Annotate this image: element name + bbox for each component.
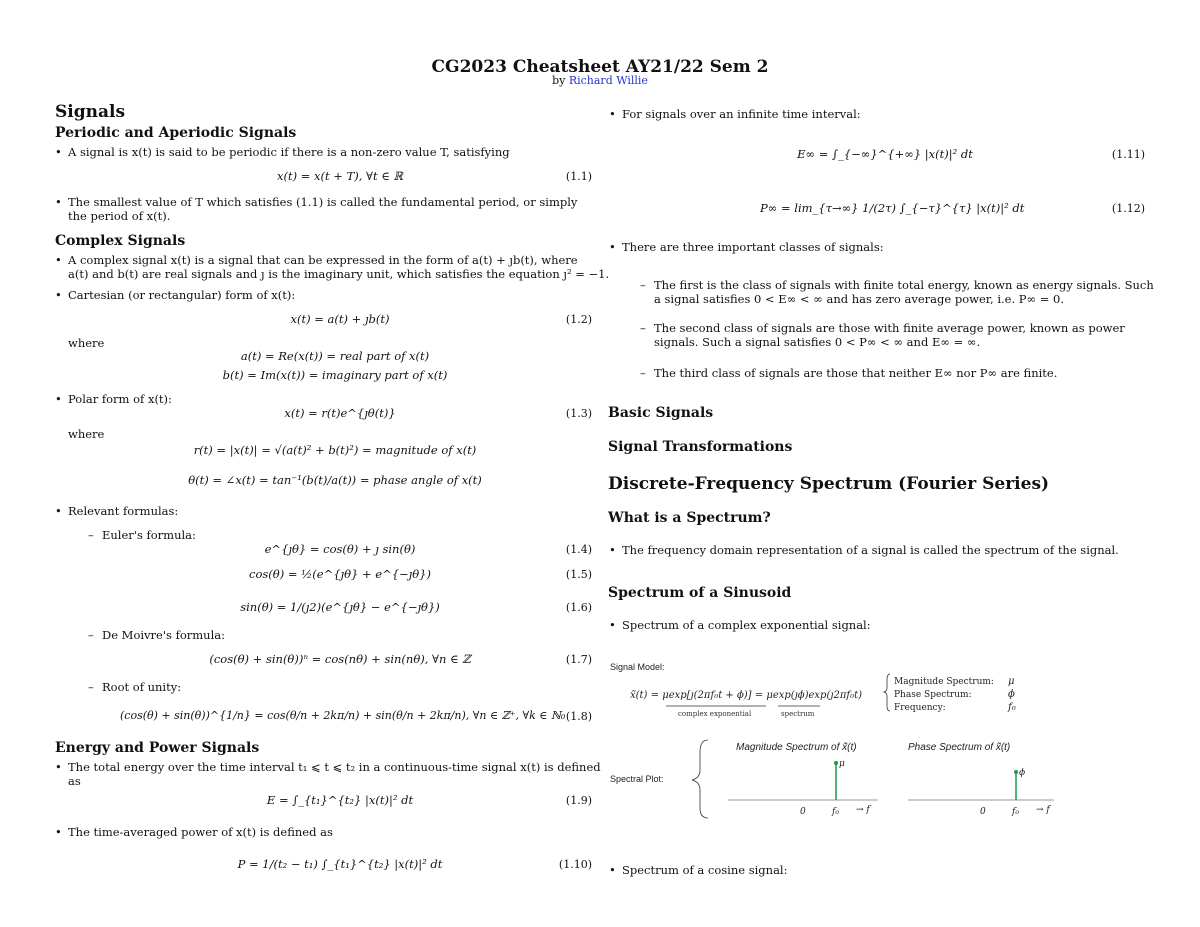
euler-label: – Euler's formula:	[102, 528, 196, 543]
energy-heading: Energy and Power Signals	[55, 740, 260, 756]
class-3-text: – The third class of signals are those that neither E∞ nor P∞ are finite.	[654, 366, 1057, 381]
signal-model-label: Signal Model:	[610, 662, 665, 672]
sinusoid-heading: Spectrum of a Sinusoid	[608, 585, 792, 601]
equation-number-1-4: (1.4)	[565, 543, 592, 556]
frequency-label: Frequency:	[894, 703, 946, 713]
energy-bullet-1-cont: as	[68, 774, 81, 788]
signal-transformations-heading: Signal Transformations	[608, 439, 793, 455]
spectrum-caption: spectrum	[781, 710, 815, 718]
complex-bullet-1-cont: a(t) and b(t) are real signals and ȷ is the imaginary unit, which satisfies the equation ȷ² = −1.	[68, 267, 610, 281]
class-1-text: – The first is the class of signals with finite total energy, known as energy signals. Such	[654, 278, 1154, 293]
what-is-spectrum-heading: What is a Spectrum?	[608, 510, 771, 526]
mag-stem-marker	[834, 761, 838, 765]
legend-brace	[884, 674, 890, 711]
page-title: CG2023 Cheatsheet AY21/22 Sem 2	[431, 57, 769, 77]
mag-spectrum-value: μ	[1008, 676, 1015, 687]
complex-exp-label: complex exponential	[678, 710, 752, 718]
equation-number-1-2: (1.2)	[565, 313, 592, 326]
demoivre-label: – De Moivre's formula:	[102, 628, 225, 643]
complex-heading: Complex Signals	[55, 233, 186, 249]
phase-stem-marker	[1014, 770, 1018, 774]
where-label-1: where	[68, 336, 105, 350]
equation-number-1-1: (1.1)	[565, 170, 592, 183]
class-2-text-cont: signals. Such a signal satisfies 0 < P∞ < ∞ and E∞ = ∞.	[654, 335, 981, 349]
complex-bullet-4: • Relevant formulas:	[68, 504, 178, 519]
phase-f-axis-label: → f	[1036, 805, 1050, 815]
equation-1-8: (cos(θ) + sin(θ))^{1/n} = cos(θ/n + 2kπ/n) + sin(θ/n + 2kπ/n), ∀n ∈ ℤ⁺, ∀k ∈ ℕ₀	[120, 709, 566, 722]
periodic-bullet-1: • A signal is x(t) is said to be periodic if there is a non-zero value T, satisfying	[68, 145, 510, 160]
mag-f-axis-label: → f	[856, 805, 870, 815]
mag-peak-label: μ	[839, 759, 845, 769]
phase-peak-label: ϕ	[1019, 768, 1026, 778]
periodic-bullet-2: • The smallest value of T which satisfies (1.1) is called the fundamental period, or simply	[68, 195, 577, 210]
periodic-bullet-2-cont: the period of x(t).	[68, 209, 171, 223]
equation-number-1-7: (1.7)	[565, 653, 592, 666]
equation-1-7: (cos(θ) + sin(θ))ⁿ = cos(nθ) + sin(nθ), ∀n ∈ ℤ	[209, 652, 471, 666]
equation-1-6: sin(θ) = 1/(ȷ2)(e^{ȷθ} − e^{−ȷθ})	[240, 600, 440, 614]
complex-bullet-3: • Polar form of x(t):	[68, 392, 172, 407]
sinusoid-bullet: • Spectrum of a complex exponential signal:	[622, 618, 871, 633]
equation-number-1-11: (1.11)	[1111, 148, 1145, 161]
periodic-heading: Periodic and Aperiodic Signals	[55, 125, 297, 141]
mag-f0-label: f₀	[832, 807, 839, 817]
by-text: by	[552, 74, 566, 87]
complex-bullet-1: • A complex signal x(t) is a signal that can be expressed in the form of a(t) + ȷb(t), where	[68, 253, 578, 268]
equation-1-4: e^{ȷθ} = cos(θ) + ȷ sin(θ)	[264, 542, 416, 556]
phase-origin-label: 0	[980, 807, 986, 817]
complex-bullet-2: • Cartesian (or rectangular) form of x(t):	[68, 288, 295, 303]
infinite-bullet: • For signals over an infinite time interval:	[622, 107, 861, 122]
equation-1-1: x(t) = x(t + T), ∀t ∈ ℝ	[277, 169, 403, 183]
equation-magnitude: r(t) = |x(t)| = √(a(t)² + b(t)²) = magnitude of x(t)	[193, 443, 477, 457]
class-1-text-cont: a signal satisfies 0 < E∞ < ∞ and has zero average power, i.e. P∞ = 0.	[654, 292, 1065, 306]
equation-1-9: E = ∫_{t₁}^{t₂} |x(t)|² dt	[266, 793, 414, 807]
equation-1-5: cos(θ) = ½(e^{ȷθ} + e^{−ȷθ})	[249, 567, 431, 581]
mag-spectrum-label: Magnitude Spectrum:	[894, 677, 994, 687]
classes-bullet: • There are three important classes of signals:	[622, 240, 884, 255]
phase-spectrum-value: ϕ	[1008, 689, 1015, 700]
equation-number-1-12: (1.12)	[1111, 202, 1145, 215]
equation-1-10: P = 1/(t₂ − t₁) ∫_{t₁}^{t₂} |x(t)|² dt	[237, 857, 443, 871]
phase-f0-label: f₀	[1012, 807, 1019, 817]
phase-plot-title: Phase Spectrum of x̃(t)	[908, 742, 1011, 753]
energy-bullet-2: • The time-averaged power of x(t) is defined as	[68, 825, 333, 840]
basic-signals-heading: Basic Signals	[608, 405, 714, 421]
mag-plot-title: Magnitude Spectrum of x̃(t)	[736, 742, 857, 753]
energy-bullet-1: • The total energy over the time interval t₁ ⩽ t ⩽ t₂ in a continuous-time signal x(t) is defined	[68, 760, 601, 775]
equation-1-3: x(t) = r(t)e^{ȷθ(t)}	[284, 406, 396, 420]
equation-1-2: x(t) = a(t) + ȷb(t)	[290, 312, 390, 326]
phase-spectrum-label: Phase Spectrum:	[894, 690, 972, 700]
spectral-plot-brace	[692, 740, 708, 818]
equation-number-1-5: (1.5)	[565, 568, 592, 581]
equation-number-1-6: (1.6)	[565, 601, 592, 614]
equation-1-12: P∞ = lim_{τ→∞} 1/(2τ) ∫_{−τ}^{τ} |x(t)|² dt	[760, 201, 1025, 215]
equation-number-1-10: (1.10)	[558, 858, 592, 871]
equation-number-1-8: (1.8)	[565, 710, 592, 723]
author-line	[0, 74, 1200, 88]
equation-number-1-3: (1.3)	[565, 407, 592, 420]
signals-heading: Signals	[55, 102, 126, 122]
model-equation: x̃(t) = μexp[ȷ(2πf₀t + ϕ)] = μexp(ȷϕ)exp(ȷ2πf₀t)	[630, 690, 863, 701]
equation-number-1-9: (1.9)	[565, 794, 592, 807]
frequency-value: f₀	[1008, 702, 1016, 713]
mag-origin-label: 0	[800, 807, 806, 817]
equation-real-part: a(t) = Re(x(t)) = real part of x(t)	[240, 349, 430, 363]
class-2-text: – The second class of signals are those with finite average power, known as power	[654, 321, 1125, 336]
spectrum-figure	[608, 660, 1068, 825]
what-is-spectrum-bullet: • The frequency domain representation of a signal is called the spectrum of the signal.	[622, 543, 1119, 558]
where-label-2: where	[68, 427, 105, 441]
equation-1-11: E∞ = ∫_{−∞}^{+∞} |x(t)|² dt	[797, 147, 973, 161]
root-label: – Root of unity:	[102, 680, 181, 695]
equation-imag-part: b(t) = Im(x(t)) = imaginary part of x(t)	[222, 368, 448, 382]
spectral-plot-label: Spectral Plot:	[610, 774, 664, 784]
author-link[interactable]: Richard Willie	[568, 74, 648, 87]
cosine-bullet: • Spectrum of a cosine signal:	[622, 863, 788, 878]
spectrum-heading: Discrete-Frequency Spectrum (Fourier Series)	[608, 474, 1050, 494]
equation-phase: θ(t) = ∠x(t) = tan⁻¹(b(t)/a(t)) = phase angle of x(t)	[188, 473, 482, 487]
